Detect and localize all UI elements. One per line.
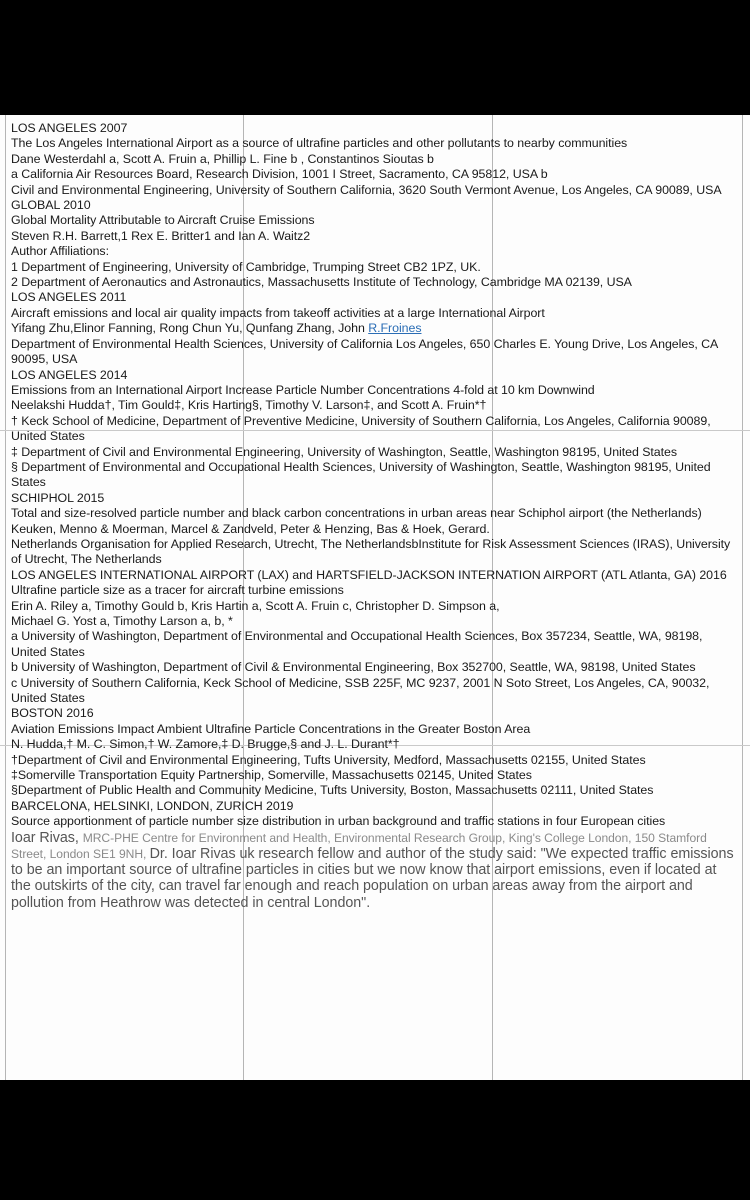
text-line: Global Mortality Attributable to Aircraft Cruise Emissions [11,213,315,228]
text-line: LOS ANGELES 2011 [11,290,127,305]
text-line: N. Hudda,† M. C. Simon,† W. Zamore,‡ D. Brugge,§ and J. L. Durant*† [11,737,400,752]
document-text [11,121,736,911]
text-line: Aviation Emissions Impact Ambient Ultrafine Particle Concentrations in the Greater Boston Area [11,721,531,736]
table-border-left [5,115,6,1080]
text-line: a California Air Resources Board, Research Division, 1001 I Street, Sacramento, CA 95812, USA b [11,167,548,182]
table-border-right [742,115,743,1080]
rivas-affiliation: MRC-PHE Centre for Environment and Health, Environmental Research Group, King's College London, 150 Stamford Street, London SE1 9NH, [11,830,707,861]
text-line: LOS ANGELES 2014 [11,367,128,382]
text-line: Author Affiliations: [11,244,109,259]
document-page [0,115,750,1080]
text-line: § Department of Environmental and Occupational Health Sciences, University of Washington, Seattle, Washington 98195, United States [11,459,711,490]
text-line: Neelakshi Hudda†, Tim Gould‡, Kris Harting§, Timothy V. Larson‡, and Scott A. Fruin*† [11,398,487,413]
text-line: GLOBAL 2010 [11,198,91,213]
references-block-1 [11,121,736,321]
text-line: BARCELONA, HELSINKI, LONDON, ZURICH 2019 [11,798,294,813]
rivas-quote: Dr. Ioar Rivas uk research fellow and author of the study said: "We expected traffic emissions to be an important source of ultrafine particles in cities but we now know that airport emissions, even if located at the outskirts of the city, can travel far enough and reach population on urban areas away from the airport and pollution from Heathrow was detected in central London". [11,845,734,911]
rivas-paragraph [11,830,736,911]
text-line: †Department of Civil and Environmental Engineering, Tufts University, Medford, Massachusetts 02155, United States [11,752,646,767]
text-line: Dane Westerdahl a, Scott A. Fruin a, Phillip L. Fine b , Constantinos Sioutas b [11,151,434,166]
text-line: SCHIPHOL 2015 [11,490,105,505]
text-line: Total and size-resolved particle number and black carbon concentrations in urban areas near Schiphol airport (the Netherlands) [11,506,702,521]
rivas-name: Ioar Rivas, [11,829,83,846]
text-line: Source apportionment of particle number size distribution in urban background and traffic stations in four European cities [11,814,666,829]
text-line: The Los Angeles International Airport as a source of ultrafine particles and other pollutants to nearby communities [11,136,628,151]
text-line: Emissions from an International Airport Increase Particle Number Concentrations 4-fold at 10 km Downwind [11,382,595,397]
text-line: LOS ANGELES INTERNATIONAL AIRPORT (LAX) and HARTSFIELD-JACKSON INTERNATION AIRPORT (ATL Atlanta, GA) 2016 [11,567,727,582]
text-line: Department of Environmental Health Sciences, University of California Los Angeles, 650 Charles E. Young Drive, Los Angeles, CA 90095, USA [11,336,718,367]
text-line: a University of Washington, Department of Environmental and Occupational Health Sciences, Box 357234, Seattle, WA, 98198, United States [11,629,703,659]
text-line: † Keck School of Medicine, Department of Preventive Medicine, University of Southern California, Los Angeles, California 90089, United States [11,413,711,444]
text-line: Keuken, Menno & Moerman, Marcel & Zandveld, Peter & Henzing, Bas & Hoek, Gerard. [11,521,490,536]
text-line: 2 Department of Aeronautics and Astronautics, Massachusetts Institute of Technology, Cambridge MA 02139, USA [11,275,632,290]
text-line: Michael G. Yost a, Timothy Larson a, b, * [11,614,233,628]
text-line: 1 Department of Engineering, University of Cambridge, Trumping Street CB2 1PZ, UK. [11,259,481,274]
zhu-authors: Yifang Zhu,Elinor Fanning, Rong Chun Yu, Qunfang Zhang, John [11,321,369,336]
zhu-authors-line [11,321,736,336]
references-block-2 [11,337,736,830]
froines-link[interactable]: R.Froines [368,321,422,336]
text-line: Civil and Environmental Engineering, University of Southern California, 3620 South Vermont Avenue, Los Angeles, CA 90089, USA [11,182,722,197]
text-line: §Department of Public Health and Community Medicine, Tufts University, Boston, Massachusetts 02111, United States [11,783,654,798]
text-line: BOSTON 2016 [11,706,94,721]
text-line: Aircraft emissions and local air quality impacts from takeoff activities at a large International Airport [11,305,545,320]
text-line: Ultrafine particle size as a tracer for aircraft turbine emissions [11,583,344,598]
text-line: Netherlands Organisation for Applied Research, Utrecht, The NetherlandsbInstitute for Risk Assessment Sciences (IRAS), University of Utrecht, The Netherlands [11,536,731,567]
text-line: Erin A. Riley a, Timothy Gould b, Kris Hartin a, Scott A. Fruin c, Christopher D. Simpson a, [11,598,500,613]
text-line: LOS ANGELES 2007 [11,121,128,135]
text-line: Steven R.H. Barrett,1 Rex E. Britter1 and Ian A. Waitz2 [11,228,311,243]
text-line: b University of Washington, Department of Civil & Environmental Engineering, Box 352700, Seattle, WA, 98198, United States [11,660,696,675]
text-line: ‡ Department of Civil and Environmental Engineering, University of Washington, Seattle, Washington 98195, United States [11,444,678,459]
text-line: ‡Somerville Transportation Equity Partnership, Somerville, Massachusetts 02145, United States [11,768,532,783]
text-line: c University of Southern California, Keck School of Medicine, SSB 225F, MC 9237, 2001 N Soto Street, Los Angeles, CA, 90032, United States [11,675,710,706]
